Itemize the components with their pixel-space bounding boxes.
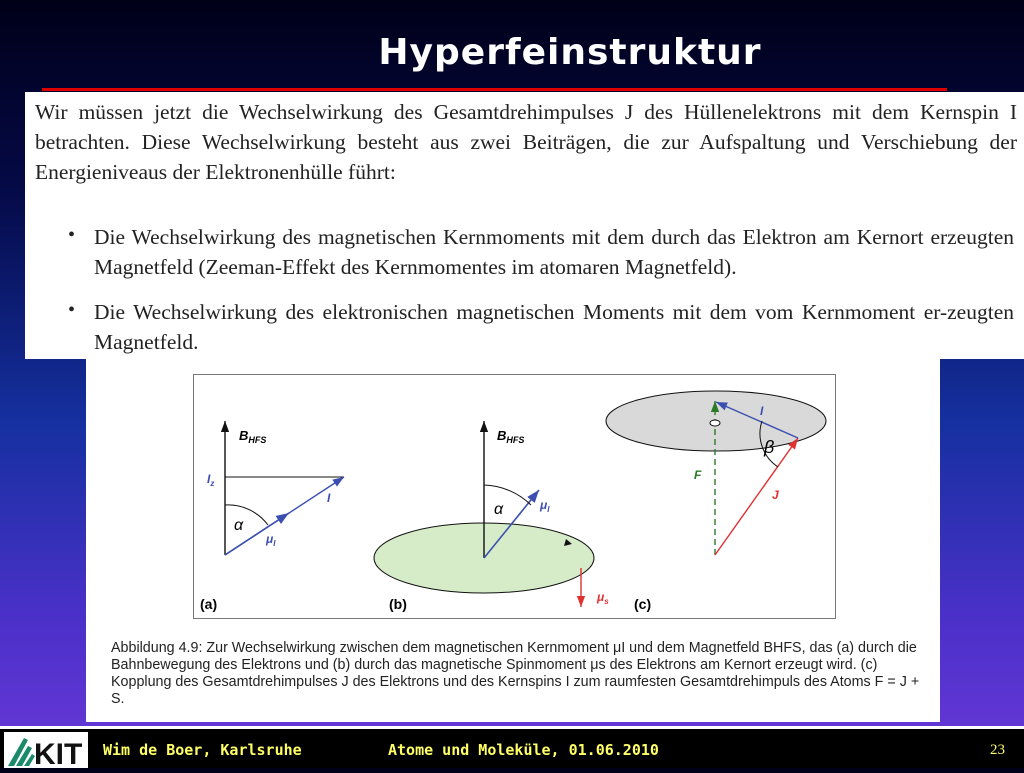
- f-label: F: [694, 468, 702, 482]
- beta-label: β: [764, 437, 775, 457]
- panel-a: [200, 421, 344, 612]
- slide-title: Hyperfeinstruktur: [378, 32, 762, 73]
- figure-frame: [193, 374, 836, 619]
- kit-logo-text: KIT: [34, 738, 83, 768]
- intro-paragraph: Wir müssen jetzt die Wechselwirkung des Gesamtdrehimpulses J des Hüllenelektrons mit dem Kernspin I betrachten. Diese Wechselwirkung besteht aus zwei Beiträgen, die zur Aufspaltung und Verschiebung der Energieniveaus der Elektronenhülle führt:: [35, 100, 1017, 184]
- mu-i-label-b: $\mu_I$: [540, 498, 550, 514]
- bullet-symbol: •: [68, 299, 76, 321]
- i-label: I: [327, 491, 331, 505]
- iz-label: $I_z$: [207, 472, 215, 488]
- kit-logo: [4, 732, 88, 768]
- footer-divider: [0, 726, 1024, 729]
- page-number: 23: [990, 742, 1005, 758]
- b-hfs-label-b: $B_{HFS}$: [497, 428, 525, 445]
- alpha-label-b: α: [494, 501, 504, 518]
- disc-center: [710, 420, 720, 426]
- j-vector: [715, 438, 798, 555]
- footer-course: Atome und Moleküle, 01.06.2010: [388, 741, 659, 759]
- b-hfs-label: $B_{HFS}$: [239, 428, 267, 445]
- alpha-label: α: [234, 517, 244, 534]
- j-label: J: [772, 488, 779, 502]
- bullet-item-1: Die Wechselwirkung des magnetischen Kernmoments mit dem durch das Elektron am Kernort erzeugten Magnetfeld (Zeeman-Effekt des Kernmomentes im atomaren Magnetfeld).: [94, 225, 1014, 279]
- alpha-arc-b: [484, 485, 531, 505]
- i-label-c: I: [760, 404, 764, 418]
- panel-b-label: (b): [389, 596, 407, 612]
- mu-s-label: $\mu_s$: [597, 590, 609, 606]
- figure-diagram: [194, 375, 835, 618]
- panel-a-label: (a): [200, 596, 218, 612]
- mu-i-label: $\mu_I$: [266, 532, 276, 548]
- bullet-symbol: •: [68, 224, 76, 246]
- title-underline: [42, 88, 947, 91]
- footer-author: Wim de Boer, Karlsruhe: [103, 741, 302, 759]
- text-excerpt: [25, 92, 1024, 359]
- figure-caption: Abbildung 4.9: Zur Wechselwirkung zwischen dem magnetischen Kernmoment μI und dem Magnetfeld BHFS, das (a) durch die Bahnbewegung des Elektrons und (b) durch das magnetische Spinmoment μs des Elektrons am Kernort erzeugt wird. (c) Kopplung des Gesamtdrehimpulses J des Elektrons und des Kernspins I zum raumfesten Gesamtdrehimpuls des Atoms F = J + S.: [111, 640, 920, 707]
- panel-b: [374, 421, 609, 612]
- panel-c: [606, 391, 826, 612]
- panel-c-label: (c): [634, 596, 652, 612]
- bullet-item-2: Die Wechselwirkung des elektronischen magnetischen Moments mit dem vom Kernmoment er-zeugten Magnetfeld.: [94, 300, 1014, 354]
- alpha-arc: [225, 505, 268, 525]
